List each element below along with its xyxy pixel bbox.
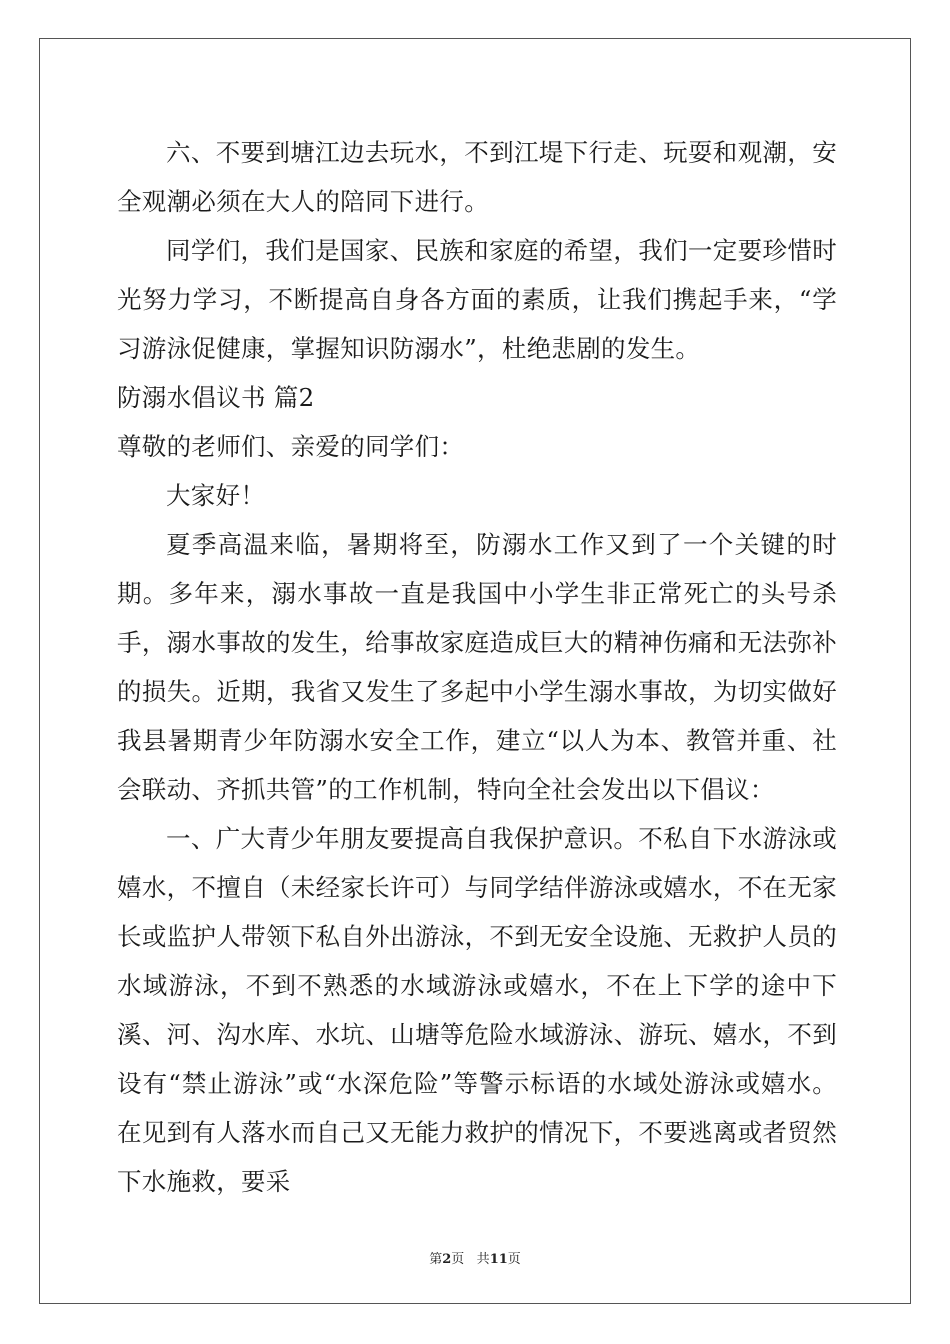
footer-total-suffix: 页	[507, 1252, 521, 1267]
footer-total-prefix: 共	[476, 1252, 490, 1267]
document-body	[117, 128, 837, 1206]
greeting: 大家好！	[166, 481, 266, 510]
footer-prefix: 第	[429, 1252, 443, 1267]
paragraph-introduction: 夏季高温来临，暑期将至，防溺水工作又到了一个关键的时期。多年来，溺水事故一直是我国中小学生非正常死亡的头号杀手，溺水事故的发生，给事故家庭造成巨大的精神伤痛和无法弥补的损失。近期，我省又发生了多起中小学生溺水事故，为切实做好我县暑期青少年防溺水安全工作，建立“以人为本、教管并重、社会联动、齐抓共管”的工作机制，特向全社会发出以下倡议：	[117, 530, 837, 804]
paragraph-point-six: 六、不要到塘江边去玩水，不到江堤下行走、玩耍和观潮，安全观潮必须在大人的陪同下进行。	[117, 138, 837, 216]
current-page-number: 2	[442, 1252, 452, 1267]
salutation: 尊敬的老师们、亲爱的同学们：	[117, 432, 465, 461]
paragraph-point-one: 一、广大青少年朋友要提高自我保护意识。不私自下水游泳或嬉水，不擅自（未经家长许可）与同学结伴游泳或嬉水，不在无家长或监护人带领下私自外出游泳，不到无安全设施、无救护人员的水域游泳，不到不熟悉的水域游泳或嬉水，不在上下学的途中下溪、河、沟水库、水坑、山塘等危险水域游泳、游玩、嬉水，不到设有“禁止游泳”或“水深危险”等警示标语的水域处游泳或嬉水。在见到有人落水而自己又无能力救护的情况下，不要逃离或者贸然下水施救，要采	[117, 824, 837, 1196]
section-heading: 防溺水倡议书 篇2	[117, 383, 315, 412]
paragraph-call-to-students: 同学们，我们是国家、民族和家庭的希望，我们一定要珍惜时光努力学习，不断提高自身各方面的素质，让我们携起手来，“学习游泳促健康，掌握知识防溺水”，杜绝悲剧的发生。	[117, 236, 837, 363]
footer-page-suffix: 页	[451, 1252, 465, 1267]
page-footer	[0, 1248, 950, 1267]
total-page-number: 11	[489, 1252, 508, 1267]
